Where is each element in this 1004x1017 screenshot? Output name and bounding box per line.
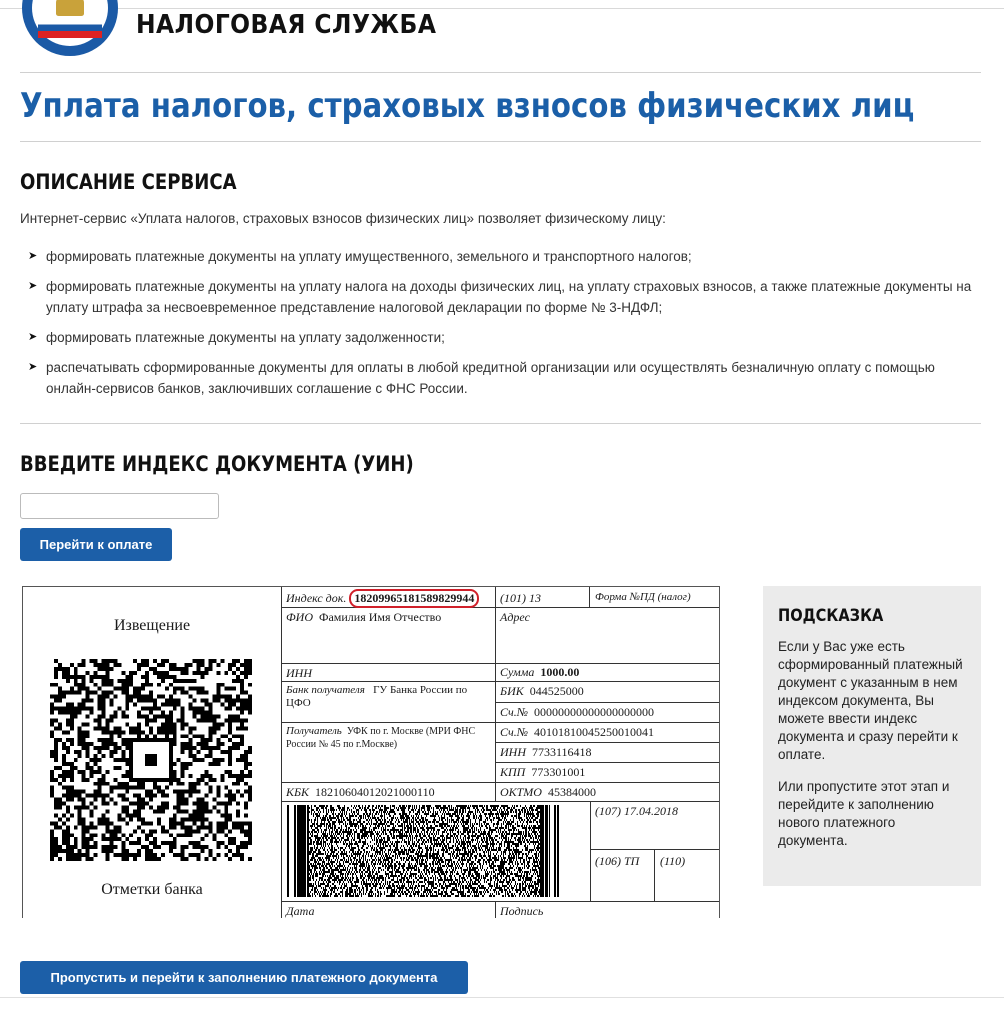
qr-code — [49, 659, 253, 861]
uin-highlight: 18209965181589829944 — [349, 589, 479, 608]
grid-line — [590, 801, 591, 901]
grid-line — [495, 702, 720, 703]
grid-line — [495, 901, 496, 918]
header-divider — [20, 72, 981, 73]
fns-logo — [22, 0, 118, 56]
inn2-cell: ИНН 7733116418 — [500, 745, 592, 759]
grid-line — [281, 663, 720, 664]
arrow-right-icon: ➤ — [28, 250, 38, 262]
sum-cell: Сумма 1000.00 — [500, 665, 580, 679]
description-intro: Интернет-сервис «Уплата налогов, страховых взносов физических лиц» позволяет физическому лицу: — [20, 211, 666, 226]
pay-button[interactable]: Перейти к оплате — [20, 528, 172, 561]
grid-line — [281, 901, 720, 902]
description-list — [28, 246, 978, 408]
oktmo-cell: ОКТМО 45384000 — [500, 785, 596, 799]
grid-line — [590, 849, 720, 850]
description-heading: ОПИСАНИЕ СЕРВИСА — [20, 170, 237, 194]
arrow-right-icon: ➤ — [28, 280, 38, 292]
grid-line — [495, 587, 496, 801]
receipt-bank-marks: Отметки банка — [101, 881, 203, 898]
grid-line — [654, 849, 655, 901]
hint-text: Если у Вас уже есть сформированный платежный документ с указанным в нем индексом документа, Вы можете ввести индекс документа и сразу перейти к оплате. — [778, 639, 963, 762]
inn-label: ИНН — [286, 666, 312, 680]
grid-line — [281, 681, 720, 682]
bik-cell: БИК 044525000 — [500, 684, 584, 698]
top-divider — [0, 8, 1004, 9]
flag-icon — [38, 18, 102, 38]
arrow-right-icon: ➤ — [28, 361, 38, 373]
grid-line — [281, 801, 720, 802]
kpp-cell: КПП 773301001 — [500, 765, 586, 779]
fio-cell: ФИО Фамилия Имя Отчество — [286, 610, 442, 624]
address-label: Адрес — [500, 610, 530, 624]
uin-heading: ВВЕДИТЕ ИНДЕКС ДОКУМЕНТА (УИН) — [20, 452, 414, 476]
grid-line — [281, 722, 720, 723]
form-name: Форма №ПД (налог) — [595, 591, 691, 603]
brand-title[interactable]: НАЛОГОВАЯ СЛУЖБА — [136, 10, 437, 40]
field110: (110) — [660, 854, 686, 868]
list-item: ➤ распечатывать сформированные документы для оплаты в любой кредитной организации или осуществлять безналичную оплату с помощью онлайн-сервисов банков, заключивших соглашение с ФНС России. — [28, 357, 978, 399]
index-label: Индекс док. — [286, 591, 347, 605]
section-divider — [20, 423, 981, 424]
recipient-cell: Получатель УФК по г. Москве (МРИ ФНС России № 45 по г.Москве) — [286, 725, 476, 750]
receipt-example — [22, 586, 720, 918]
hint-text: Или пропустите этот этап и перейдите к заполнению нового платежного документа. — [778, 779, 950, 848]
eagle-icon — [56, 0, 84, 16]
list-item: ➤ формировать платежные документы на уплату имущественного, земельного и транспортного налогов; — [28, 246, 978, 267]
field107: (107) 17.04.2018 — [595, 804, 678, 818]
barcode — [287, 805, 561, 897]
qr-finder — [145, 754, 157, 766]
index-cell — [286, 589, 479, 608]
account1-cell: Сч.№ 00000000000000000000 — [500, 705, 655, 719]
page-title: Уплата налогов, страховых взносов физических лиц — [20, 86, 915, 126]
receipt-notice: Извещение — [113, 617, 191, 634]
grid-line — [589, 587, 590, 607]
bottom-divider — [0, 997, 1004, 998]
list-item: ➤ формировать платежные документы на уплату задолженности; — [28, 327, 978, 348]
arrow-right-icon: ➤ — [28, 331, 38, 343]
grid-line — [281, 782, 720, 783]
barcode-bars — [287, 805, 559, 897]
field101: (101) 13 — [500, 591, 541, 605]
bank-cell: Банк получателя ГУ Банка России по ЦФО — [286, 684, 468, 709]
grid-line — [495, 762, 720, 763]
uin-input[interactable] — [20, 493, 219, 519]
field106: (106) ТП — [595, 854, 640, 868]
account2-cell: Сч.№ 40101810045250010041 — [500, 725, 655, 739]
kbk-cell: КБК 18210604012021000110 — [286, 785, 435, 799]
list-item: ➤ формировать платежные документы на уплату налога на доходы физических лиц, на уплату страховых взносов, а также платежные документы на уплату штрафа за несвоевременное представление налоговой декларации по форме № 3-НДФЛ; — [28, 276, 978, 318]
skip-button[interactable]: Пропустить и перейти к заполнению платежного документа — [20, 961, 468, 994]
title-divider — [20, 141, 981, 142]
date-label: Дата — [286, 904, 315, 918]
hint-panel — [763, 586, 981, 886]
grid-line — [495, 742, 720, 743]
hint-title: ПОДСКАЗКА — [778, 606, 884, 626]
sign-label: Подпись — [500, 904, 544, 918]
receipt-left-column — [23, 587, 282, 918]
